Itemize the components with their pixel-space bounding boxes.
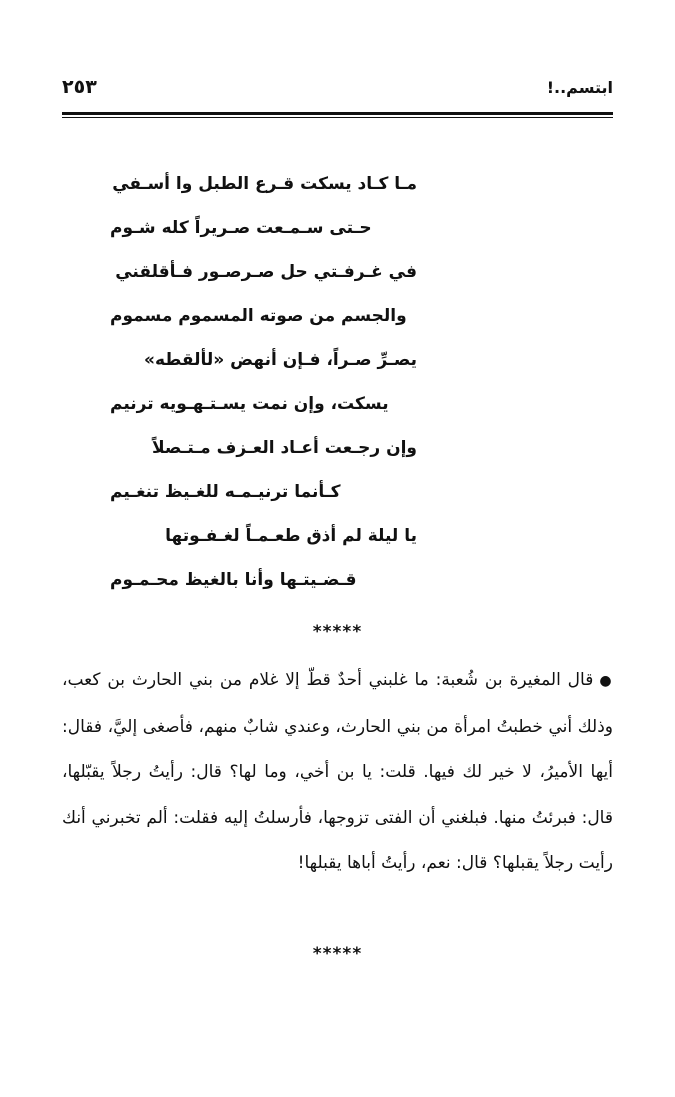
- section-divider: *****: [312, 622, 363, 642]
- bullet-icon: ●: [599, 673, 614, 689]
- verse-line: قـضـيتـها وأنا بالغيظ محـمـوم: [110, 570, 357, 590]
- anecdote-paragraph: [62, 658, 613, 887]
- verse-line: في غـرفـتي حل صـرصـور فـأقلقني: [115, 262, 417, 282]
- running-title: ابتسم..!: [546, 78, 613, 97]
- verse-line: مـا كـاد يسكت قـرع الطبل وا أسـفي: [112, 174, 417, 194]
- verse-line: يا ليلة لم أذق طعـمـاً لغـفـوتها: [165, 526, 417, 546]
- page-number: ٢٥٣: [62, 76, 97, 98]
- verse-line: حـتى سـمـعت صـريراً كله شـوم: [110, 218, 372, 238]
- anecdote-text: قال المغيرة بن شُعبة: ما غلبني أحدٌ قطّ إلا غلام من بني الحارث بن كعب، وذلك أني خطبتُ امرأة من بني الحارث، وعندي شابٌ منهم، فأصغى إليَّ، فقال: أيها الأميرُ، لا خير لك فيها. قلت: يا بن أخي، وما لها؟ قال: رأيتُ رجلاً يقبّلها، قال: فبرئتُ منها. فبلغني أن الفتى تزوجها، فأرسلتُ إليه فقلت: ألم تخبرني أنك رأيت رجلاً يقبلها؟ قال: نعم، رأيتُ أباها يقبلها!: [62, 670, 613, 873]
- verse-line: يسكت، وإن نمت يسـتـهـويه ترنيم: [110, 394, 389, 414]
- verse-line: والجسم من صوته المسموم مسموم: [110, 306, 407, 326]
- section-divider: *****: [312, 944, 363, 964]
- verse-line: يصـرِّ صـراً، فـإن أنهض «لألقطه»: [144, 350, 417, 370]
- verse-line: كـأنما ترنيـمـه للغـيظ تنغـيم: [110, 482, 341, 502]
- verse-line: وإن رجـعت أعـاد العـزف مـتـصلاً: [151, 438, 417, 458]
